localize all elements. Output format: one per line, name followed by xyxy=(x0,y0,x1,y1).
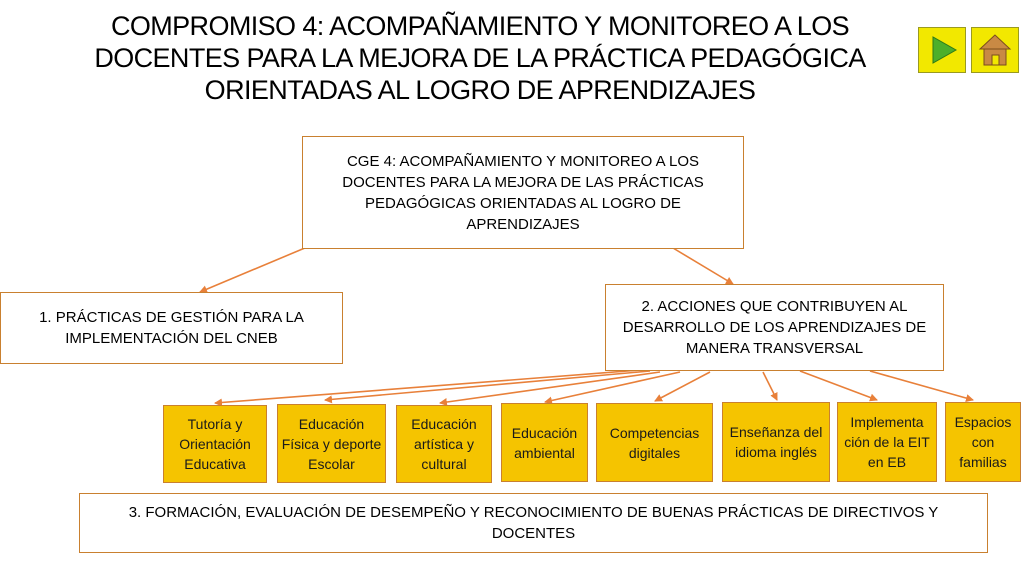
action-label: Tutoría y Orientación Educativa xyxy=(179,416,251,472)
action-label: Competencias digitales xyxy=(609,424,700,461)
cge-label: CGE 4: ACOMPAÑAMIENTO Y MONITOREO A LOS DOCENTES PARA LA MEJORA DE LAS PRÁCTICAS PEDAGÓGICAS ORIENTADAS AL LOGRO DE APRENDIZAJES xyxy=(342,152,704,233)
action-item-familias xyxy=(945,402,1021,482)
action-label: Enseñanza del idioma inglés xyxy=(729,424,823,460)
action-item-educacion-artistica xyxy=(396,405,492,483)
cge-box xyxy=(302,136,744,249)
action-label: Educación Física y deporte Escolar xyxy=(281,415,382,472)
practices-box xyxy=(0,292,343,364)
arrow-n2-to-action-8 xyxy=(870,371,973,400)
training-label: 3. FORMACIÓN, EVALUACIÓN DE DESEMPEÑO Y RECONOCIMIENTO DE BUENAS PRÁCTICAS DE DIRECTIVOS Y DOCENTES xyxy=(128,504,939,542)
arrow-n2-to-action-1 xyxy=(215,370,640,403)
action-label: Espacios con familias xyxy=(954,414,1012,470)
action-item-eit xyxy=(837,402,937,482)
action-item-competencias-digitales xyxy=(596,403,713,482)
action-item-ingles xyxy=(722,402,830,482)
arrow-cge-to-n2 xyxy=(673,248,733,284)
action-label: Implementa ción de la EIT en EB xyxy=(844,414,930,470)
action-label: Educación ambiental xyxy=(511,424,578,461)
arrow-n2-to-action-6 xyxy=(763,372,777,400)
practices-label: 1. PRÁCTICAS DE GESTIÓN PARA LA IMPLEMENTACIÓN DEL CNEB xyxy=(39,309,304,347)
actions-label: 2. ACCIONES QUE CONTRIBUYEN AL DESARROLLO DE LOS APRENDIZAJES DE MANERA TRANSVERSAL xyxy=(622,298,927,357)
action-item-educacion-fisica xyxy=(277,404,386,483)
arrow-n2-to-action-7 xyxy=(800,371,877,400)
action-item-educacion-ambiental xyxy=(501,403,588,482)
action-label: Educación artística y cultural xyxy=(411,416,477,472)
actions-box xyxy=(605,284,944,371)
action-item-tutoria xyxy=(163,405,267,483)
page-title: COMPROMISO 4: ACOMPAÑAMIENTO Y MONITOREO A LOS DOCENTES PARA LA MEJORA DE LA PRÁCTICA PEDAGÓGICA ORIENTADAS AL LOGRO DE APRENDIZAJES xyxy=(94,11,866,105)
training-box xyxy=(79,493,988,553)
